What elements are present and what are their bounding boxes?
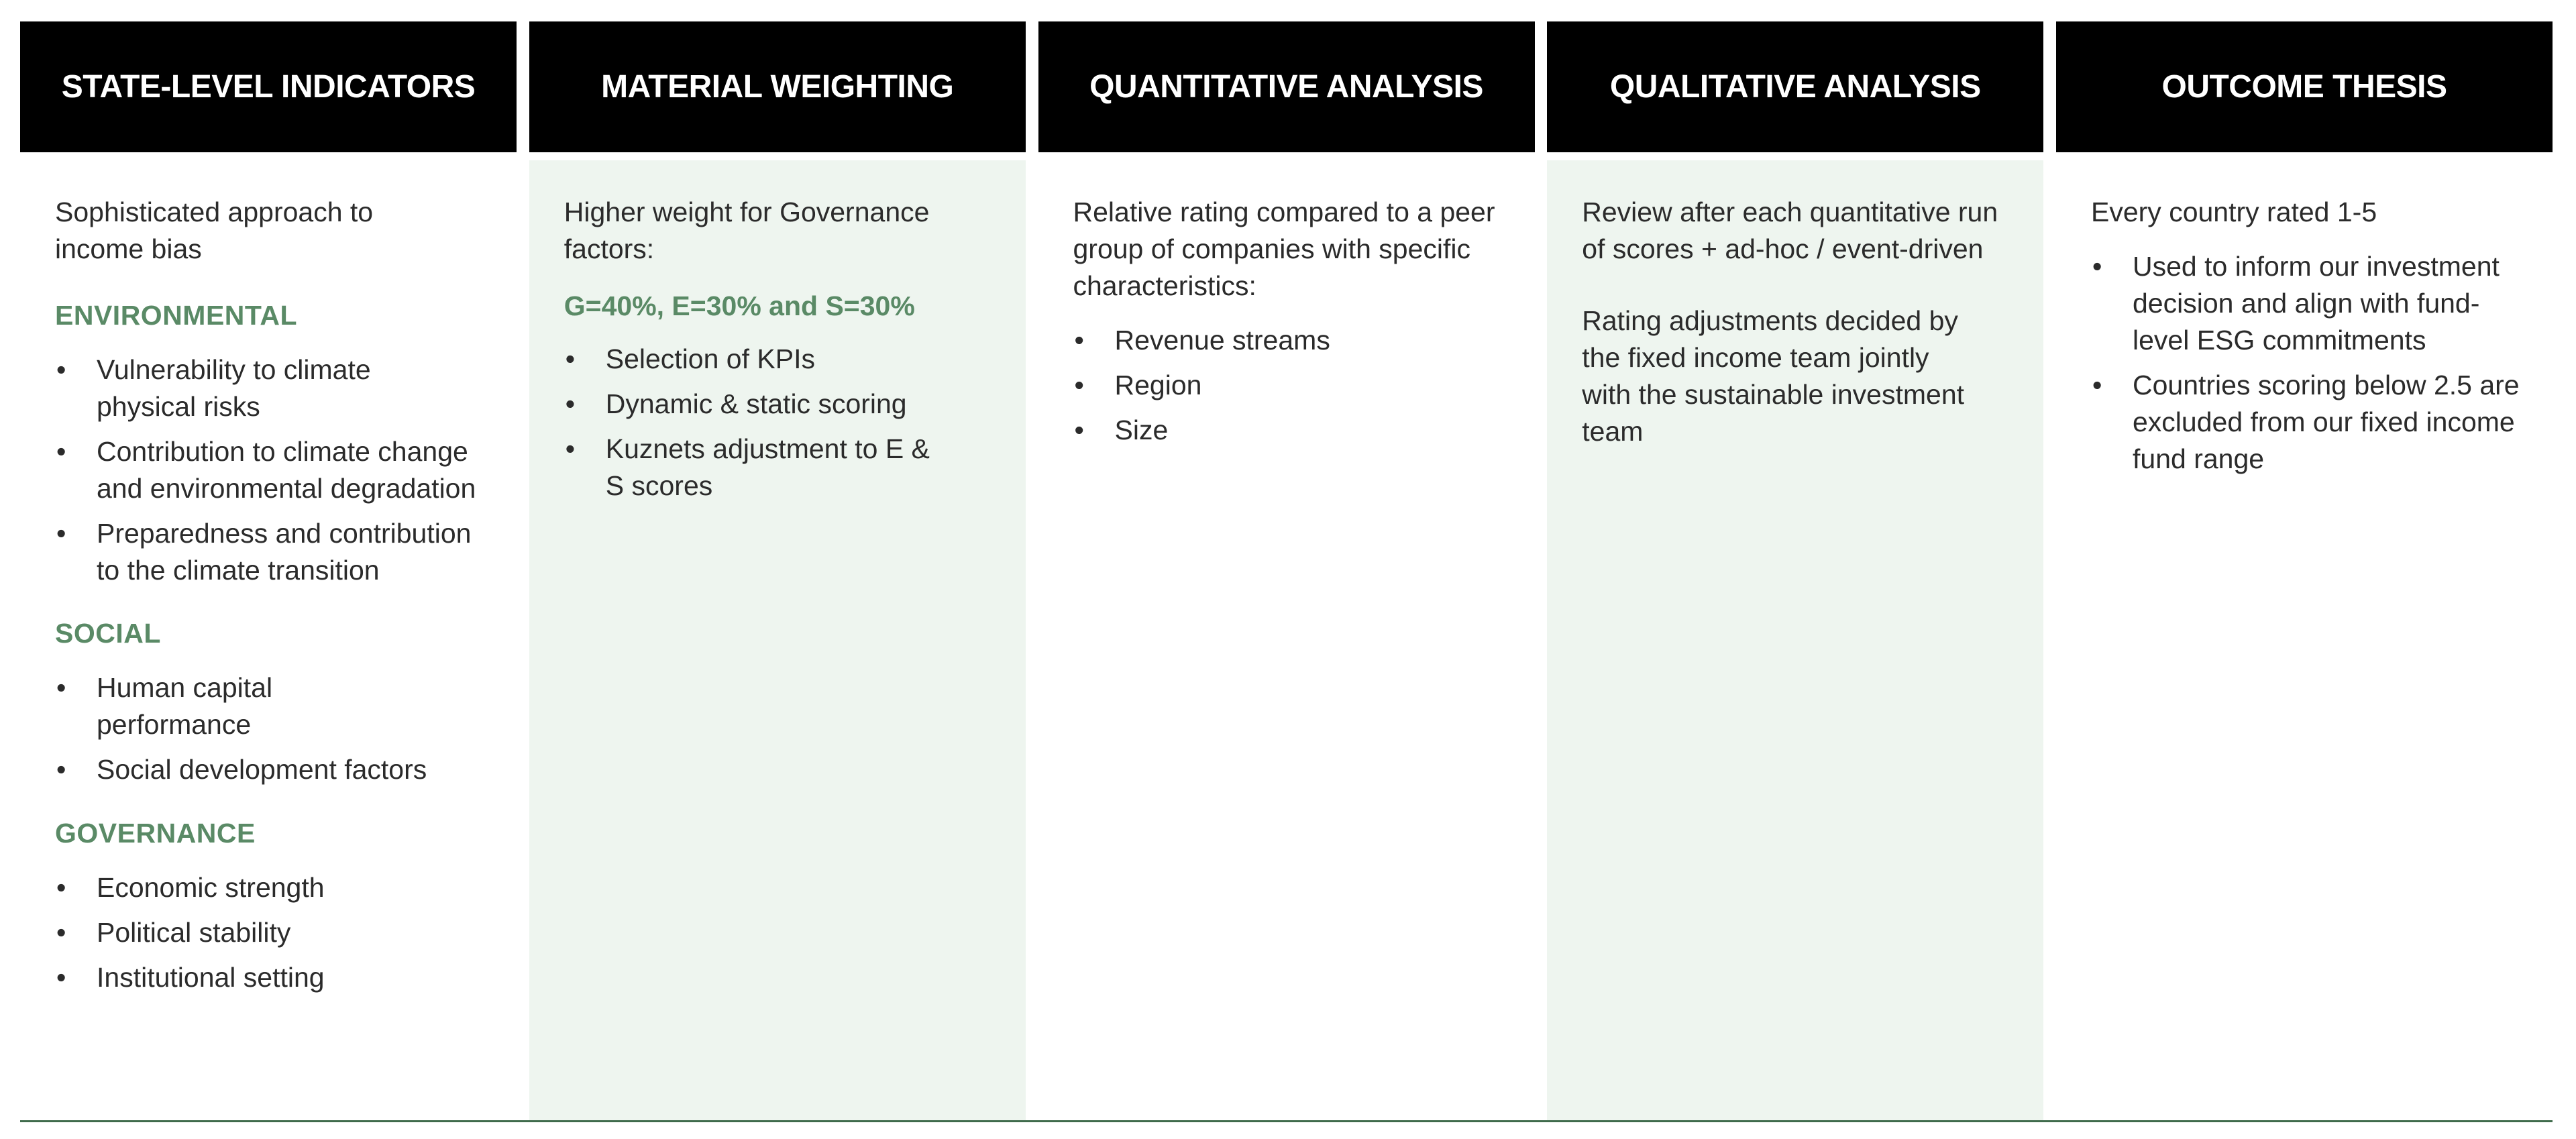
list-item: • Social development factors [55, 751, 490, 788]
section-heading-environmental: ENVIRONMENTAL [55, 299, 298, 331]
governance-list [55, 869, 490, 996]
list-item: • Countries scoring below 2.5 are excluded from our fixed income fund range [2091, 367, 2522, 478]
intro-text: Higher weight for Governance factors: [564, 197, 930, 264]
list-item: • Institutional setting [55, 959, 490, 996]
column-body [20, 160, 517, 1122]
list-item: • Size [1073, 412, 1508, 449]
column-material-weighting [529, 21, 1026, 1122]
outcome-list [2091, 248, 2526, 478]
review-text: Review after each quantitative run of scores + ad-hoc / event-driven [1582, 197, 1998, 264]
social-list [55, 669, 490, 788]
list-item: • Vulnerability to climate physical risks [55, 351, 405, 425]
list-item: • Preparedness and contribution to the climate transition [55, 515, 499, 589]
section-heading-social: SOCIAL [55, 618, 161, 649]
column-header: STATE-LEVEL INDICATORS [20, 21, 517, 152]
intro-text: Sophisticated approach to income bias [55, 197, 374, 264]
column-body [529, 160, 1026, 1122]
column-state-level-indicators [20, 21, 517, 1122]
column-body [1038, 160, 1535, 1122]
adjustment-text: Rating adjustments decided by the fixed income team jointly with the sustainable investment team [1582, 305, 1965, 447]
intro-text: Relative rating compared to a peer group of companies with specific characteristics: [1073, 197, 1495, 301]
column-body [2056, 160, 2553, 1122]
characteristics-list [1073, 322, 1508, 449]
list-item: • Economic strength [55, 869, 490, 906]
intro-text: Every country rated 1-5 [2091, 197, 2377, 227]
list-item: • Used to inform our investment decision and align with fund-level ESG commitments [2091, 248, 2508, 359]
list-item: • Kuznets adjustment to E & S scores [564, 431, 941, 504]
weighting-highlight: G=40%, E=30% and S=30% [564, 290, 915, 321]
list-item: • Contribution to climate change and environmental degradation [55, 433, 486, 507]
column-outcome-thesis [2056, 21, 2553, 1122]
column-quantitative-analysis [1038, 21, 1535, 1122]
column-header: QUANTITATIVE ANALYSIS [1038, 21, 1535, 152]
list-item: • Region [1073, 367, 1508, 404]
column-body [1547, 160, 2043, 1122]
weighting-list [564, 341, 999, 504]
column-header: OUTCOME THESIS [2056, 21, 2553, 152]
column-header: MATERIAL WEIGHTING [529, 21, 1026, 152]
list-item: • Dynamic & static scoring [564, 386, 999, 423]
list-item: • Revenue streams [1073, 322, 1508, 359]
process-board [20, 21, 2553, 1122]
column-header: QUALITATIVE ANALYSIS [1547, 21, 2043, 152]
column-qualitative-analysis [1547, 21, 2043, 1122]
list-item: • Political stability [55, 914, 490, 951]
section-heading-governance: GOVERNANCE [55, 818, 256, 849]
list-item: • Human capital performance [55, 669, 338, 743]
list-item: • Selection of KPIs [564, 341, 999, 378]
bottom-divider [20, 1120, 2553, 1122]
environmental-list [55, 351, 490, 589]
